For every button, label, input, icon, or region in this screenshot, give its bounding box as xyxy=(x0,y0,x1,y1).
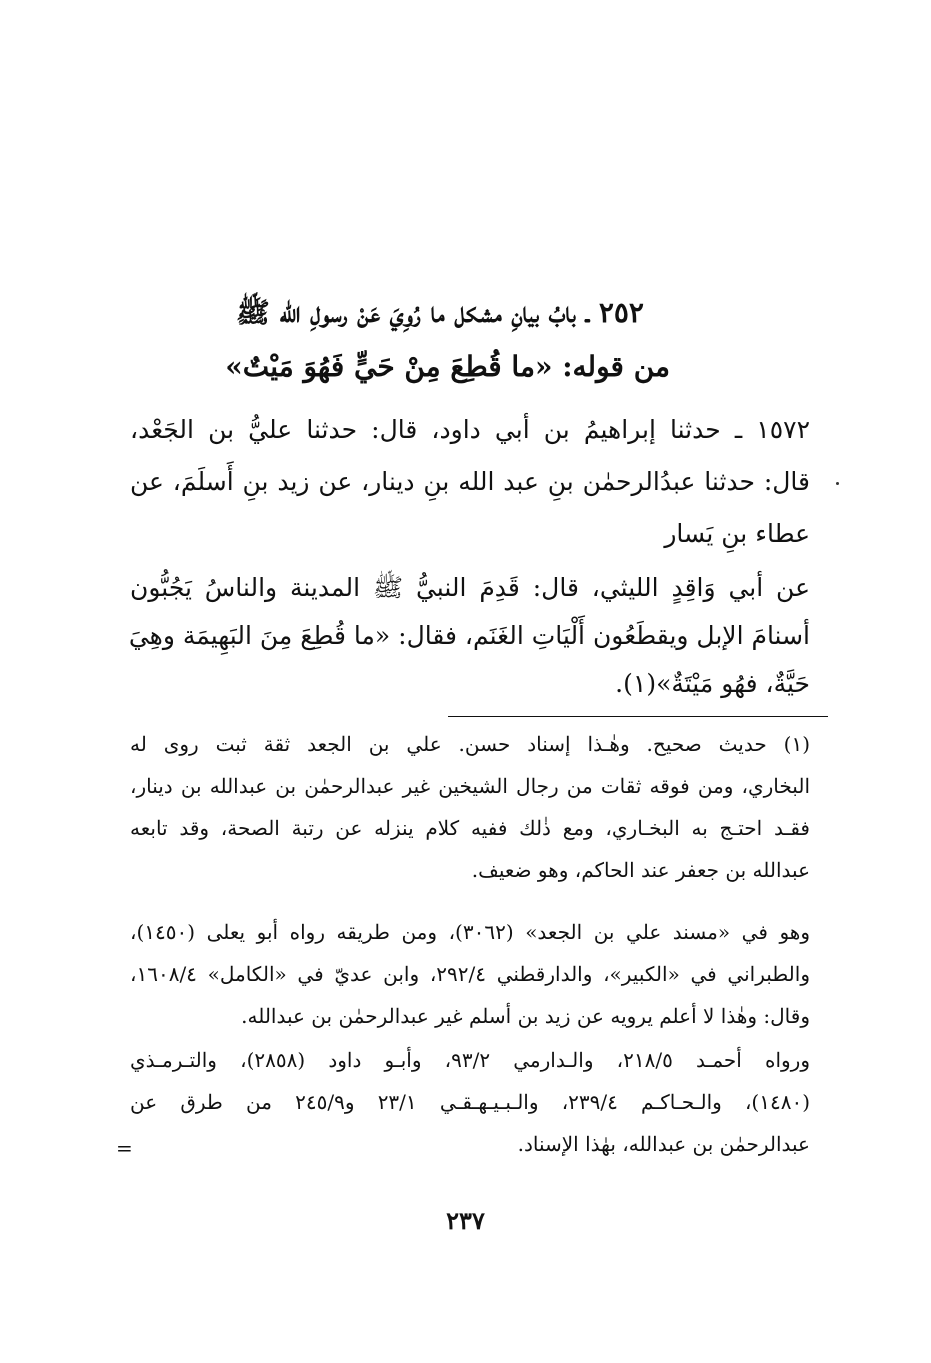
footnote-line-8: ورواه أحمـد ٢١٨/٥، والـدارمي ٩٣/٢، وأبـو داود (٢٨٥٨)، والتـرمـذي xyxy=(130,1048,810,1072)
footnote-line-5: وهو في «مسند علي بن الجعد» (٣٠٦٢)، ومن طريقه رواه أبو يعلى (١٤٥٠)، xyxy=(130,920,810,944)
hadith-line-5: أسنامَ الإبل ويقطَعُون أَلْيَاتِ الغَنَم، فقال: «ما قُطِعَ مِنَ البَهِيمَة وهِيَ xyxy=(128,621,810,650)
hadith-line-2: قال: حدثنا عبدُالرحمٰن بنِ عبد الله بنِ دينار، عن زيد بنِ أَسلَمَ، عن xyxy=(130,467,810,496)
footnote-line-7: وقال: وهٰذا لا أعلم يرويه عن زيد بن أسلم غير عبدالرحمٰن بن عبدالله. xyxy=(241,1004,810,1028)
margin-dot xyxy=(836,482,839,485)
chapter-title-line-1: ٢٥٢ ـ بابُ بيانِ مشكل ما رُوِيَ عَنْ رسولِ الله ﷺ xyxy=(236,296,644,329)
footnote-line-6: والطبراني في «الكبير»، والدارقطني ٢٩٢/٤، وابن عديّ في «الكامل» ١٦٠٨/٤، xyxy=(130,962,810,986)
continuation-mark: = xyxy=(116,1136,133,1160)
footnote-line-2: البخاري، ومن فوقه ثقات من رجال الشيخين غير عبدالرحمٰن بن عبدالله بن دينار، xyxy=(130,774,810,798)
footnote-line-3: فقـد احتـج به البخـاري، ومع ذٰلك ففيه كلام ينزله عن رتبة الصحة، وقد تابعه xyxy=(130,816,810,840)
footnote-line-4: عبدالله بن جعفر عند الحاكم، وهو ضعيف. xyxy=(471,858,810,882)
chapter-title-line-2: من قوله: «ما قُطِعَ مِنْ حَيٍّ فَهُوَ مَيْتٌ» xyxy=(225,350,670,383)
page-number: ٢٣٧ xyxy=(446,1206,485,1235)
hadith-line-6: حَيَّةٌ، فهُو مَيْتَةٌ»(١). xyxy=(615,669,810,698)
footnote-separator xyxy=(448,716,828,717)
hadith-line-1: ١٥٧٢ ـ حدثنا إبراهيمُ بن أبي داود، قال: حدثنا عليُّ بن الجَعْد، xyxy=(130,415,810,444)
hadith-line-4: عن أبي وَاقِدٍ الليثي، قال: قَدِمَ النبيُّ ﷺ المدينة والناسُ يَجُبُّون xyxy=(130,573,810,602)
hadith-line-3: عطاء بنِ يَسار xyxy=(664,519,810,548)
footnote-line-1: (١) حديث صحيح. وهٰـذا إسناد حسن. علي بن الجعد ثقة ثبت روى له xyxy=(130,732,810,756)
footnote-line-10: عبدالرحمٰن بن عبدالله، بهٰذا الإسناد. xyxy=(517,1132,810,1156)
footnote-line-9: (١٤٨٠)، والـحـاكـم ٢٣٩/٤، والـبـيـهـقـي ٢٣/١ و٢٤٥/٩ من طرق عن xyxy=(130,1090,810,1114)
